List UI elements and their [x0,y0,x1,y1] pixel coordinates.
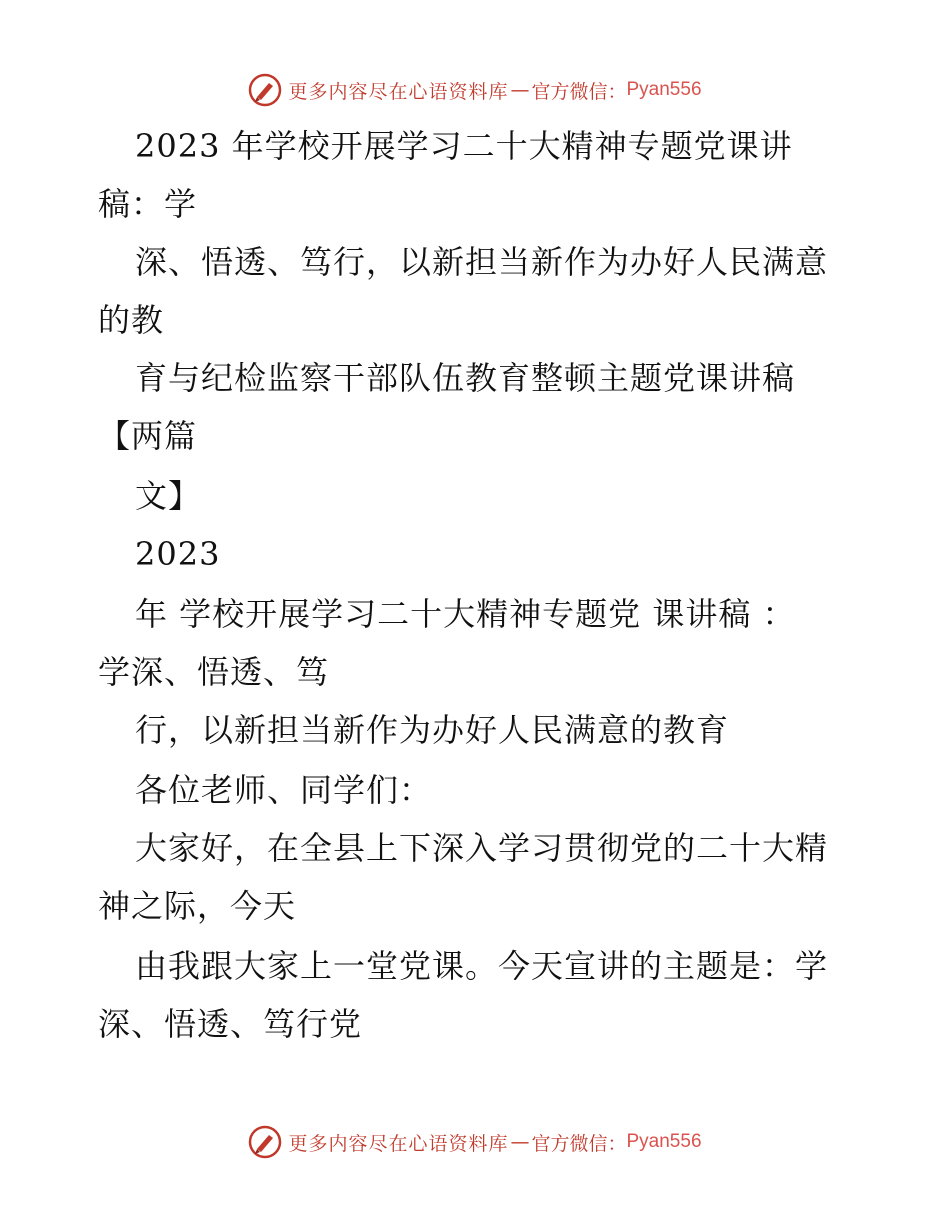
pen-logo-icon [248,73,282,107]
text-line: 行，以新担当新作为办好人民满意的教育 [135,711,730,749]
text-line: 年 学校开展学习二十大精神专题党 课讲稿 ： [135,595,796,633]
text-line: 由我跟大家上一堂党课。今天宣讲的主题是：学 [135,947,829,985]
text-line: 各位老师、同学们： [135,771,433,809]
pen-logo-icon [248,1125,282,1159]
text-line: 【两篇 [98,417,198,455]
text-line: 育与纪检监察干部队伍教育整顿主题党课讲稿 [135,359,796,397]
watermark-label: 更多内容尽在心语资料库 [288,80,509,103]
text-line: 神之际，今天 [98,887,297,925]
text-line: 深、悟透、笃行党 [98,1005,363,1043]
watermark-footer [0,1122,950,1162]
text-line: 大家好，在全县上下深入学习贯彻党的二十大精 [135,829,829,867]
text-line: 稿：学 [98,185,198,223]
watermark-label: 更多内容尽在心语资料库 [288,1132,509,1155]
text-line: 2023 [135,535,221,573]
text-line: 的教 [98,301,165,339]
watermark-account: Pyan556 [626,79,702,100]
watermark-wechat-label: 官方微信： [531,80,627,103]
text-line: 深、悟透、笃行，以新担当新作为办好人民满意 [135,243,829,281]
text-line: 学深、悟透、笃 [98,653,330,691]
watermark-separator: — [510,79,530,101]
watermark-account: Pyan556 [626,1131,702,1152]
watermark-wechat-label: 官方微信： [531,1132,627,1155]
watermark-header [0,70,950,110]
watermark-separator: — [510,1131,530,1153]
text-line: 2023 年学校开展学习二十大精神专题党课讲 [135,127,793,165]
text-line: 文】 [135,477,202,515]
